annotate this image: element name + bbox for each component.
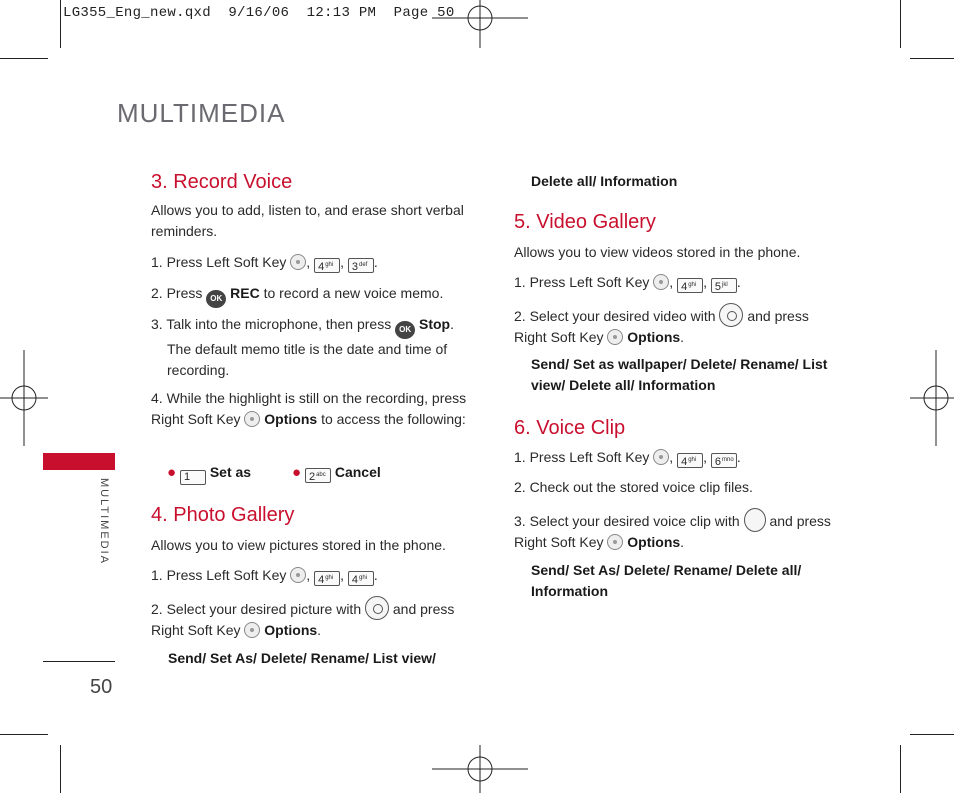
photo-gallery-options-cont: Delete all/ Information (531, 173, 678, 189)
crop-mark (900, 0, 901, 48)
right-soft-key-icon (607, 329, 623, 345)
crop-mark (60, 745, 61, 793)
registration-mark-left (0, 350, 48, 446)
record-voice-intro: Allows you to add, listen to, and erase short verbal reminders. (151, 202, 464, 239)
record-voice-step2: 2. Press OK REC to record a new voice memo. (151, 283, 443, 308)
key-4-icon: $4_{ghi}$ (677, 278, 703, 293)
crop-mark (0, 58, 48, 59)
key-4-icon: $4_{ghi}$ (677, 453, 703, 468)
record-voice-option-set-as: ● 1 Set as (167, 464, 252, 483)
left-soft-key-icon (653, 274, 669, 290)
video-gallery-step1: 1. Press Left Soft Key , $4_{ghi}$ , $5_{jkl}$ . (514, 274, 741, 293)
video-gallery-options: Send/ Set as wallpaper/ Delete/ Rename/ List view/ Delete all/ Information (531, 356, 828, 393)
right-soft-key-icon (607, 534, 623, 550)
voice-clip-options: Send/ Set As/ Delete/ Rename/ Delete all/ Information (531, 562, 802, 599)
key-4-icon: $4_{ghi}$ (314, 258, 340, 273)
key-3-icon: $3_{def}$ (348, 258, 374, 273)
page-title: MULTIMEDIA (117, 98, 286, 128)
record-voice-step4: 4. While the highlight is still on the recording, press Right Soft Key Options to access the following: (151, 390, 467, 427)
key-1-icon: 1 (180, 470, 206, 485)
file-header: LG355_Eng_new.qxd 9/16/06 12:13 PM Page 50 (63, 5, 455, 21)
key-4-icon: $4_{ghi}$ (314, 571, 340, 586)
record-voice-heading: 3. Record Voice (151, 171, 293, 193)
crop-mark (910, 58, 954, 59)
record-voice-step1: 1. Press Left Soft Key , $4_{ghi}$ , $3_{def}$ . (151, 254, 378, 273)
video-gallery-step2: 2. Select your desired video with and press Right Soft Key Options. (514, 303, 834, 348)
key-6-icon: $6_{mno}$ (711, 453, 737, 468)
left-soft-key-icon (290, 254, 306, 270)
page-number: 50 (90, 676, 113, 698)
navigation-key-icon (719, 303, 743, 327)
photo-gallery-heading: 4. Photo Gallery (151, 504, 295, 526)
photo-gallery-intro: Allows you to view pictures stored in the phone. (151, 537, 446, 553)
ok-key-icon: OK (206, 290, 226, 308)
crop-mark (0, 734, 48, 735)
side-tab-label: MULTIMEDIA (98, 478, 110, 566)
voice-clip-step1: 1. Press Left Soft Key , $4_{ghi}$ , $6_{mno}$ . (514, 449, 741, 468)
bullet-icon: ● (292, 464, 302, 481)
photo-gallery-step1: 1. Press Left Soft Key , $4_{ghi}$ , $4_{ghi}$ . (151, 567, 378, 586)
page-rule (43, 661, 115, 662)
voice-clip-step2: 2. Check out the stored voice clip files. (514, 479, 753, 495)
video-gallery-intro: Allows you to view videos stored in the phone. (514, 244, 801, 260)
photo-gallery-options: Send/ Set As/ Delete/ Rename/ List view/ (168, 650, 436, 666)
voice-clip-step3: 3. Select your desired voice clip with and press Right Soft Key Options. (514, 508, 844, 553)
video-gallery-heading: 5. Video Gallery (514, 211, 656, 233)
left-soft-key-icon (653, 449, 669, 465)
ok-key-icon: OK (395, 321, 415, 339)
crop-mark (60, 0, 61, 48)
side-tab (43, 453, 115, 470)
right-soft-key-icon (244, 622, 260, 638)
key-5-icon: $5_{jkl}$ (711, 278, 737, 293)
crop-mark (910, 734, 954, 735)
key-4-icon: $4_{ghi}$ (348, 571, 374, 586)
left-soft-key-icon (290, 567, 306, 583)
up-down-navigation-key-icon (744, 508, 766, 532)
voice-clip-heading: 6. Voice Clip (514, 417, 626, 439)
right-soft-key-icon (244, 411, 260, 427)
bullet-icon: ● (167, 464, 177, 481)
registration-mark-right (910, 350, 954, 446)
navigation-key-icon (365, 596, 389, 620)
photo-gallery-step2: 2. Select your desired picture with and press Right Soft Key Options. (151, 596, 471, 641)
crop-mark (900, 745, 901, 793)
record-voice-option-cancel: ● $2_{abc}$ Cancel (292, 464, 381, 483)
record-voice-step3: 3. Talk into the microphone, then press OK Stop. The default memo title is the date and time of recording. (151, 316, 454, 378)
registration-mark-bottom (432, 745, 528, 793)
key-2-icon: $2_{abc}$ (305, 468, 331, 483)
